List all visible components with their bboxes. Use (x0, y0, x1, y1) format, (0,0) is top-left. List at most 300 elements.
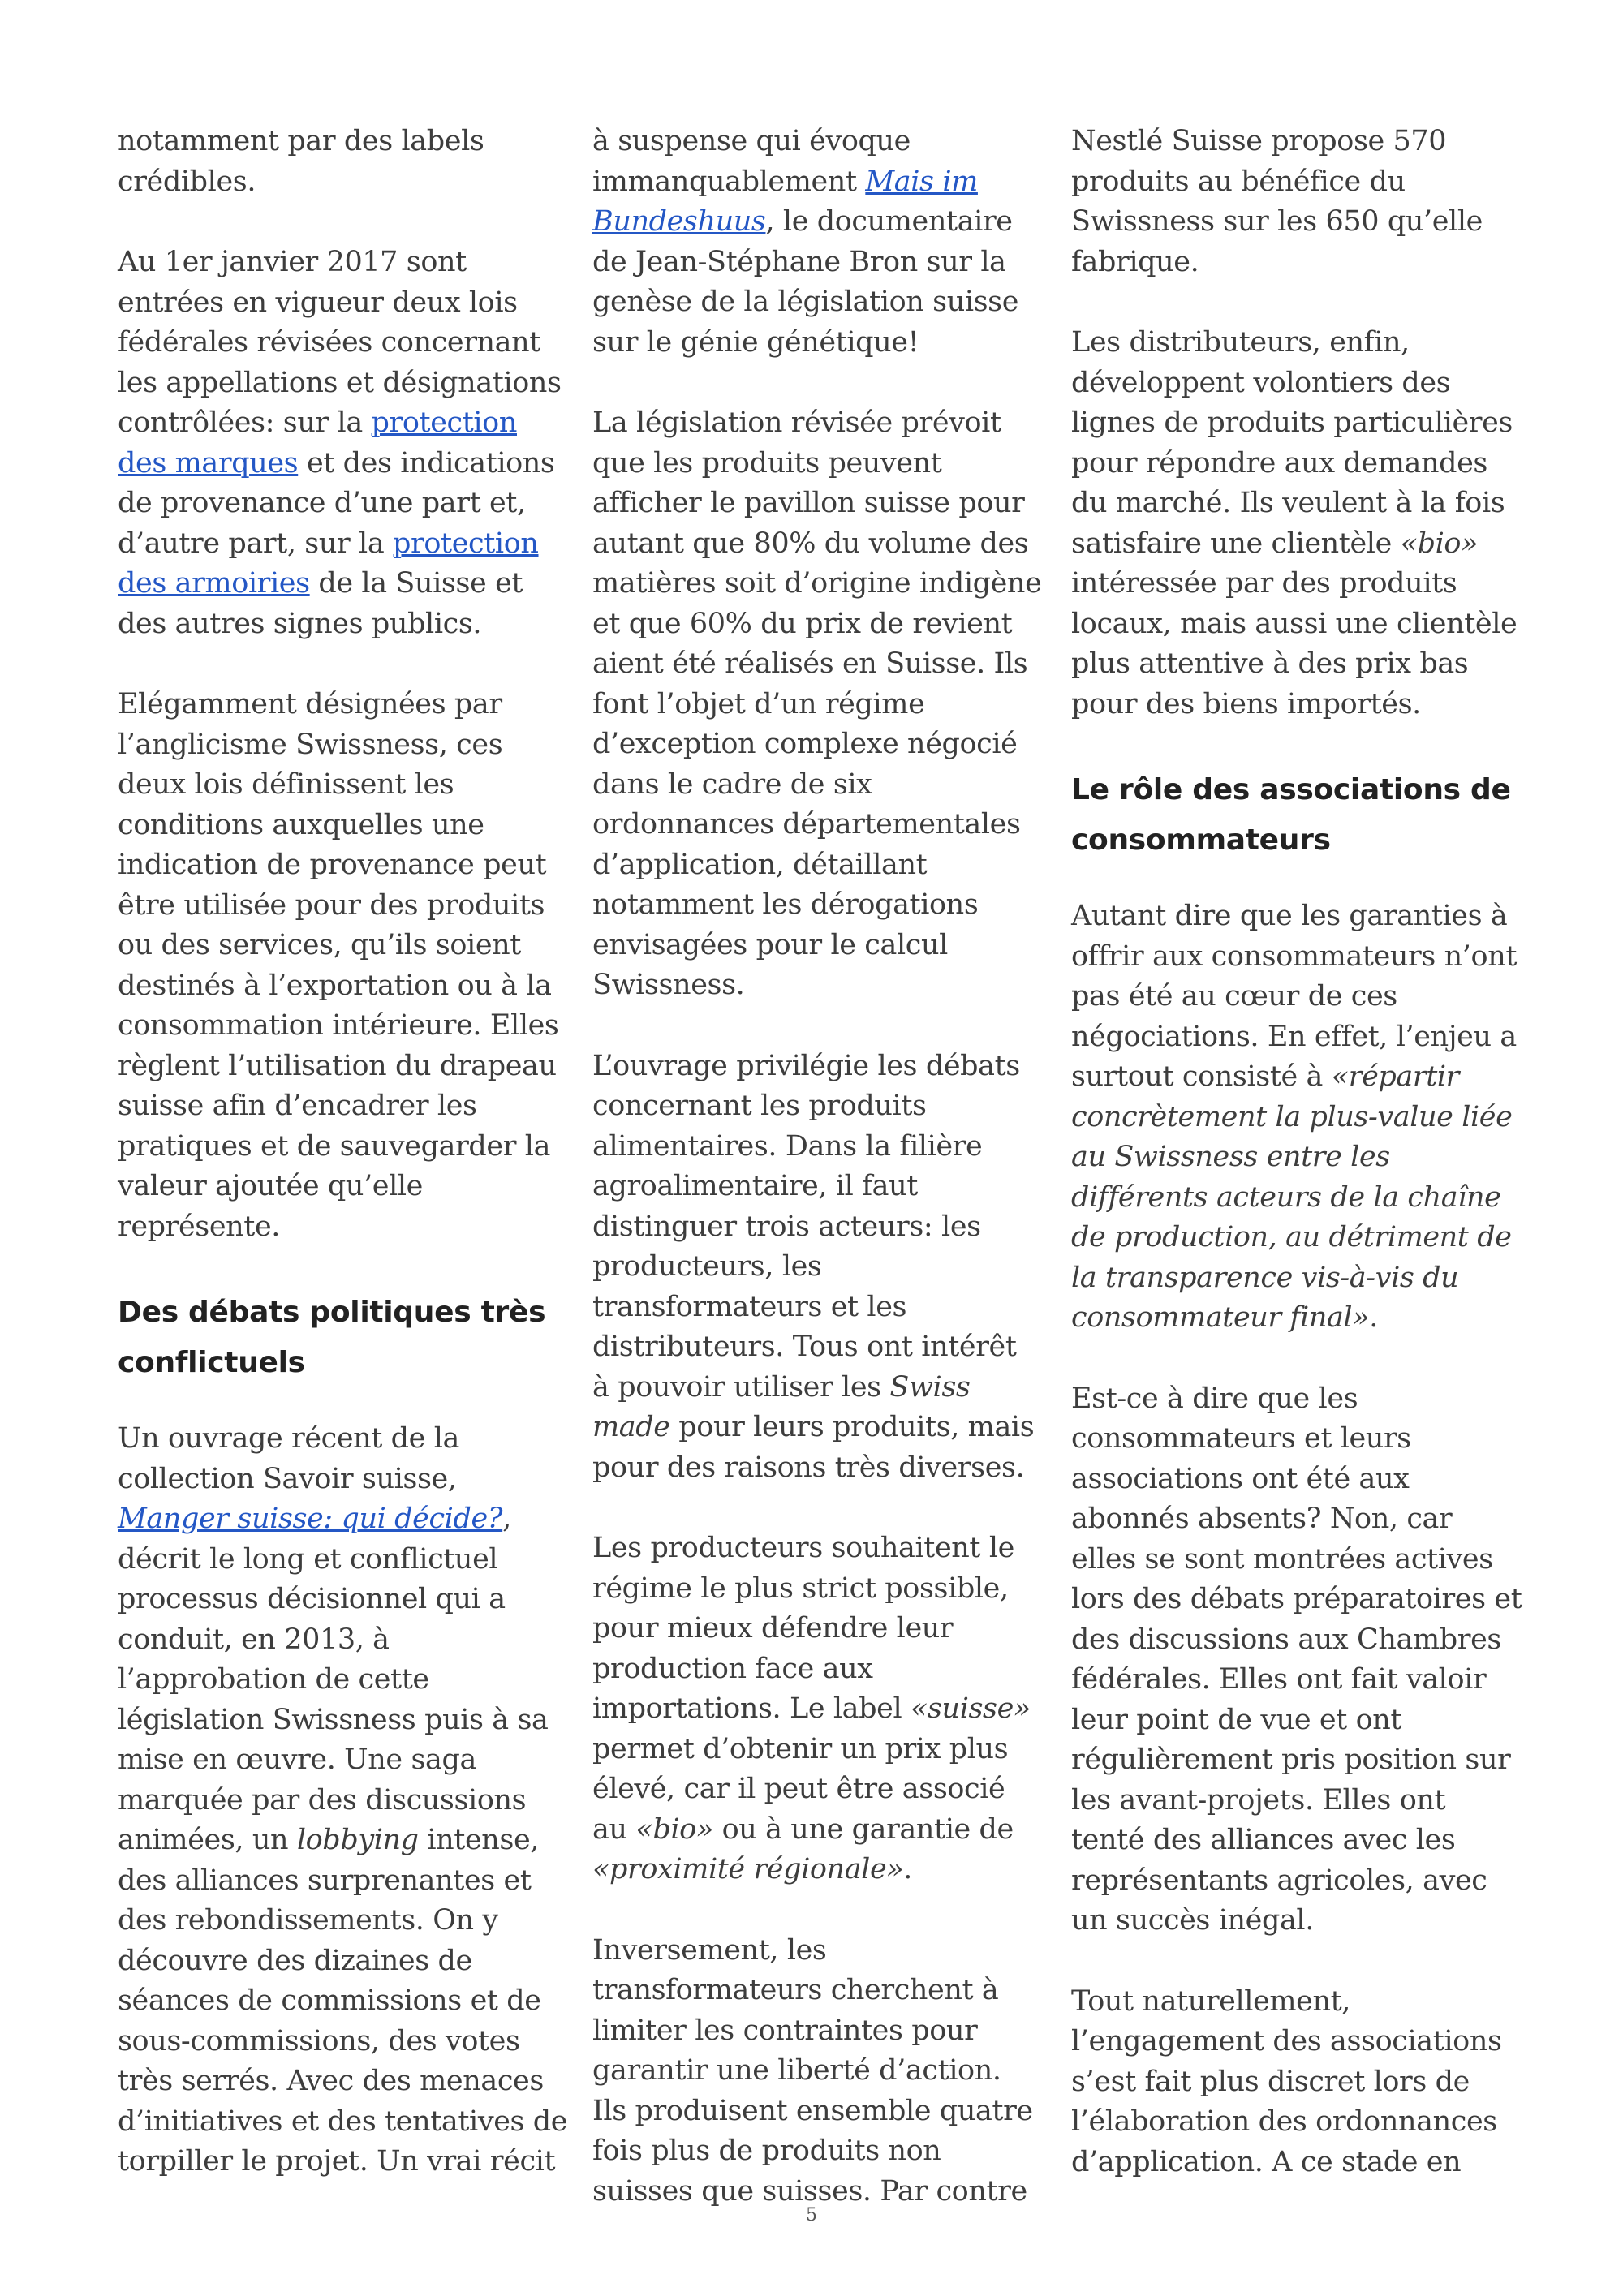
text-line (118, 363, 564, 404)
text-run: ordonnances départementales (592, 808, 1021, 841)
text-run: représente. (118, 1210, 281, 1243)
text-run: destinés à l’exportation ou à la (118, 969, 552, 1002)
text-run: offrir aux consommateurs n’ont (1071, 939, 1518, 973)
text-run: Inversement, les (592, 1933, 827, 1967)
text-line (592, 1931, 1047, 1971)
text-run: animées, un (118, 1824, 297, 1856)
text-line (118, 1580, 564, 1620)
text-line (1071, 1218, 1526, 1258)
text-run: Les producteurs souhaitent le (592, 1532, 1014, 1564)
text-run: distinguer trois acteurs: les (592, 1210, 981, 1243)
text-line (118, 243, 564, 283)
text-line (592, 1327, 1047, 1368)
text-run: importations. Le label (592, 1692, 911, 1725)
text-run: l’élaboration des ordonnances (1071, 2105, 1497, 2138)
text-run: entrées en vigueur deux lois (118, 286, 518, 319)
text-line (592, 2131, 1047, 2172)
text-run: de la Suisse et (309, 567, 523, 600)
text-line (118, 1047, 564, 1087)
italic-text: «proximité régionale» (592, 1853, 904, 1885)
inline-link[interactable]: Bundeshuus (592, 205, 766, 238)
text-run: associations ont été aux (1071, 1462, 1410, 1495)
text-line (118, 1460, 564, 1500)
text-line (592, 2051, 1047, 2092)
text-line (118, 1701, 564, 1741)
text-run: satisfaire une clientèle (1071, 527, 1401, 560)
italic-text: au Swissness entre les (1071, 1141, 1390, 1173)
text-run: agroalimentaire, il faut (592, 1170, 918, 1202)
paragraph (592, 403, 1047, 1006)
text-line (592, 724, 1047, 765)
text-run: intense, (418, 1824, 540, 1856)
text-run: régime le plus strict possible, (592, 1572, 1009, 1605)
text-line (1071, 644, 1526, 685)
text-run: L’ouvrage privilégie les débats (592, 1049, 1020, 1082)
text-run: dans le cadre de six (592, 767, 872, 801)
text-run: d’exception complexe négocié (592, 728, 1018, 760)
text-line (1071, 484, 1526, 524)
text-line (118, 845, 564, 886)
text-run: sous-commissions, des votes (118, 2024, 520, 2057)
text-run: Swissness. (592, 969, 745, 1001)
text-line (118, 2142, 564, 2182)
text-run: Est-ce à dire que les (1071, 1382, 1358, 1415)
text-line (118, 1540, 564, 1580)
text-run: indication de provenance peut (118, 849, 547, 881)
text-line (592, 162, 1047, 203)
text-line (592, 1730, 1047, 1770)
text-line (592, 282, 1047, 323)
text-line (118, 685, 564, 725)
text-run: processus décisionnel qui a (118, 1583, 506, 1615)
text-line (592, 926, 1047, 966)
text-line (592, 885, 1047, 926)
paragraph (1071, 122, 1526, 282)
inline-link[interactable]: Manger suisse: qui décide? (118, 1503, 503, 1535)
text-line (118, 1127, 564, 1167)
text-line (118, 765, 564, 806)
text-line (118, 484, 564, 524)
text-run: deux lois définissent les (118, 768, 454, 801)
text-line (592, 1167, 1047, 1207)
text-line (1071, 162, 1526, 203)
text-run: elles se sont montrées actives (1071, 1542, 1493, 1576)
text-run: envisagées pour le calcul (592, 928, 948, 961)
text-run: l’engagement des associations (1071, 2025, 1502, 2057)
text-run: régulièrement pris position sur (1071, 1743, 1511, 1776)
text-line (592, 965, 1047, 1006)
text-run: permet d’obtenir un prix plus (592, 1732, 1009, 1765)
text-run: Des débats politiques très (118, 1296, 546, 1329)
text-run: suisses que suisses. Par contre (592, 2174, 1027, 2208)
text-line (592, 644, 1047, 685)
italic-text: Swiss (889, 1370, 971, 1404)
text-run: notamment par des labels (118, 125, 484, 157)
text-run: tenté des alliances avec les (1071, 1824, 1456, 1856)
text-line (118, 1419, 564, 1460)
paragraph (118, 685, 564, 1247)
text-run: fédérales révisées concernant (118, 326, 540, 359)
text-run: un succès inégal. (1071, 1904, 1314, 1937)
text-run: locaux, mais aussi une clientèle (1071, 607, 1518, 640)
text-line (118, 1861, 564, 1902)
text-line (1071, 2102, 1526, 2143)
text-run: conduit, en 2013, à (118, 1623, 390, 1656)
text-line (118, 1941, 564, 1982)
text-line (1071, 977, 1526, 1017)
section-heading (118, 1288, 564, 1388)
paragraph (118, 1419, 568, 2182)
text-column-3 (1071, 122, 1526, 2223)
text-run: séances de commissions et de (118, 1984, 541, 2017)
text-run: . (903, 1853, 913, 1885)
text-line (118, 162, 564, 203)
text-line (592, 685, 1047, 725)
text-run: Tout naturellement, (1071, 1984, 1351, 2018)
text-run: genèse de la législation suisse (592, 286, 1019, 318)
text-run: ou des services, qu’ils soient (118, 929, 521, 961)
text-line (592, 1810, 1047, 1851)
text-line (118, 1207, 564, 1248)
text-line (1071, 1098, 1526, 1138)
text-line (1071, 1258, 1526, 1299)
inline-link[interactable]: des armoiries (118, 567, 310, 600)
text-line (592, 524, 1047, 565)
text-run: Autant dire que les garanties à (1071, 900, 1508, 932)
text-run: de provenance d’une part et, (118, 487, 526, 519)
text-run: suisse afin d’encadrer les (118, 1090, 477, 1122)
text-run: consommateurs (1071, 823, 1331, 857)
text-line (1071, 1901, 1526, 1941)
text-line (1071, 1057, 1526, 1098)
text-run: collection Savoir suisse, (118, 1462, 457, 1495)
text-line (1071, 2143, 1526, 2183)
text-run: des rebondissements. On y (118, 1904, 498, 1937)
text-line (118, 122, 564, 162)
text-run: Un ouvrage récent de la (118, 1422, 459, 1455)
text-run: crédibles. (118, 165, 256, 198)
italic-text: «suisse» (910, 1692, 1031, 1725)
text-line (592, 564, 1047, 604)
text-line (118, 604, 564, 645)
text-run: Nestlé Suisse propose 570 (1071, 125, 1447, 157)
text-run: d’autre part, sur la (118, 527, 394, 560)
text-line (118, 1901, 564, 1941)
text-line (1071, 1540, 1526, 1580)
text-line (592, 1408, 1047, 1448)
text-line (1071, 524, 1526, 565)
text-run: ou à une garantie de (712, 1812, 1014, 1846)
text-line (592, 323, 1047, 363)
text-line (1071, 1419, 1526, 1460)
text-run: transformateurs et les (592, 1290, 907, 1323)
text-run: être utilisée pour des produits (118, 888, 545, 922)
text-run: du marché. Ils veulent à la fois (1071, 487, 1505, 519)
text-line (592, 1207, 1047, 1248)
text-run: d’application. A ce stade en (1071, 2145, 1462, 2178)
text-line (1071, 403, 1526, 444)
text-line (1071, 1137, 1526, 1178)
text-run: pour des raisons très diverses. (592, 1451, 1025, 1484)
text-run: aient été réalisés en Suisse. Ils (592, 647, 1028, 680)
text-run: conditions auxquelles une (118, 808, 484, 841)
text-line (118, 2102, 568, 2143)
text-run: élevé, car il peut être associé (592, 1773, 1005, 1805)
text-run: concernant les produits (592, 1090, 927, 1122)
italic-text: différents acteurs de la chaîne (1071, 1180, 1501, 1214)
text-line (1071, 937, 1526, 978)
text-run: , le documentaire (765, 205, 1013, 238)
paragraph (592, 1047, 1047, 1489)
text-line (592, 1288, 1047, 1328)
text-run: production face aux (592, 1652, 873, 1685)
inline-link[interactable]: des marques (118, 446, 299, 479)
text-line (1071, 122, 1526, 162)
text-line (592, 2092, 1047, 2132)
text-run: Les distributeurs, enfin, (1071, 326, 1410, 359)
text-run: fédérales. Elles ont fait valoir (1071, 1663, 1487, 1696)
text-run: afficher le pavillon suisse pour (592, 487, 1025, 519)
text-run: des discussions aux Chambres (1071, 1623, 1501, 1656)
text-run: pour leurs produits, mais (669, 1411, 1035, 1443)
paragraph (592, 1931, 1047, 2212)
text-line (118, 403, 564, 444)
text-run: et des indications (298, 446, 555, 479)
text-line (1071, 564, 1526, 604)
text-line (1071, 896, 1526, 937)
text-run: marquée par des discussions (118, 1783, 527, 1817)
text-line (118, 1338, 564, 1388)
paragraph (118, 243, 564, 644)
paragraph (592, 1529, 1047, 1890)
text-run: autant que 80% du volume des (592, 527, 1029, 560)
text-line (1071, 1982, 1526, 2023)
text-line (592, 1609, 1047, 1649)
text-line (118, 886, 564, 927)
text-line (118, 1288, 564, 1338)
text-line (592, 1368, 1047, 1408)
text-line (592, 1689, 1047, 1730)
text-run: transformateurs cherchent à (592, 1974, 999, 2006)
text-run: développent volontiers des (1071, 366, 1451, 399)
text-run: Au 1er janvier 2017 sont (118, 246, 467, 278)
text-line (1071, 1660, 1526, 1701)
text-line (118, 564, 564, 604)
italic-text: «répartir (1331, 1060, 1459, 1093)
text-run: Elégamment désignées par (118, 688, 502, 720)
text-line (118, 1620, 564, 1661)
text-run: pour mieux défendre leur (592, 1612, 954, 1645)
text-run: découvre des dizaines de (118, 1944, 472, 1977)
paragraph (118, 122, 564, 202)
text-line (592, 122, 1047, 162)
text-run: règlent l’utilisation du drapeau (118, 1049, 557, 1082)
text-line (118, 323, 564, 363)
text-line (592, 403, 1047, 444)
text-line (1071, 1499, 1526, 1540)
paragraph (1071, 1982, 1526, 2183)
text-line (118, 725, 564, 766)
text-line (592, 1127, 1047, 1167)
text-line (1071, 765, 1526, 815)
section-heading (1071, 765, 1526, 866)
text-run: décrit le long et conflictuel (118, 1542, 498, 1576)
text-line (1071, 2062, 1526, 2103)
text-line (118, 926, 564, 966)
italic-text: consommateur final» (1071, 1301, 1370, 1334)
text-line (592, 1247, 1047, 1288)
inline-link[interactable]: protection (393, 527, 539, 560)
text-line (592, 1649, 1047, 1690)
text-line (118, 1006, 564, 1047)
text-run: immanquablement (592, 165, 866, 198)
text-line (592, 484, 1047, 524)
text-line (1071, 243, 1526, 283)
text-line (1071, 444, 1526, 484)
italic-text: la transparence vis-à-vis du (1071, 1261, 1459, 1294)
text-run: mise en œuvre. Une saga (118, 1743, 476, 1776)
text-line (1071, 1580, 1526, 1620)
text-line (592, 604, 1047, 645)
text-run: producteurs, les (592, 1250, 822, 1283)
text-line (592, 1086, 1047, 1127)
inline-link[interactable]: Mais im (865, 165, 978, 198)
text-line (592, 765, 1047, 806)
text-run: Le rôle des associations de (1071, 773, 1511, 806)
paragraph (1071, 896, 1526, 1339)
text-run: au (592, 1812, 636, 1846)
text-line (118, 1740, 564, 1781)
text-run: pas été au cœur de ces (1071, 980, 1397, 1013)
text-line (118, 966, 564, 1007)
text-line (592, 1769, 1047, 1810)
paragraph (1071, 1379, 1526, 1941)
paragraph (592, 122, 1047, 363)
text-line (592, 1047, 1047, 1087)
text-line (118, 1821, 564, 1861)
text-line (118, 1499, 564, 1540)
text-line (592, 444, 1047, 484)
text-run: matières soit d’origine indigène (592, 567, 1042, 600)
text-line (592, 243, 1047, 283)
italic-text: «bio» (635, 1812, 713, 1846)
text-run: conflictuels (118, 1346, 305, 1379)
text-line (118, 2022, 564, 2062)
text-run: que les produits peuvent (592, 446, 942, 479)
text-run: s’est fait plus discret lors de (1071, 2065, 1470, 2098)
text-line (1071, 1379, 1526, 1420)
text-line (118, 1086, 564, 1127)
text-line (592, 1850, 1047, 1890)
text-run: à pouvoir utiliser les (592, 1370, 890, 1404)
text-run: très serrés. Avec des menaces (118, 2065, 544, 2097)
text-run: consommateurs et leurs (1071, 1422, 1411, 1455)
text-line (592, 805, 1047, 845)
text-line (1071, 2022, 1526, 2062)
text-run: fois plus de produits non (592, 2135, 941, 2167)
text-line (1071, 1620, 1526, 1661)
text-run: abonnés absents? Non, car (1071, 1503, 1453, 1535)
text-run: et que 60% du prix de revient (592, 607, 1013, 640)
text-run: leur point de vue et ont (1071, 1703, 1402, 1736)
text-run: l’anglicisme Swissness, ces (118, 728, 503, 761)
text-run: font l’objet d’un régime (592, 687, 925, 720)
text-line (118, 444, 564, 484)
text-line (1071, 1298, 1526, 1339)
text-run: d’application, détaillant (592, 848, 928, 881)
text-run: , (502, 1503, 511, 1535)
text-line (1071, 815, 1526, 866)
text-run: La législation révisée prévoit (592, 406, 1001, 439)
text-run: produits au bénéfice du (1071, 165, 1406, 198)
text-run: lors des débats préparatoires et (1071, 1583, 1522, 1615)
text-line (592, 1971, 1047, 2011)
text-line (1071, 1701, 1526, 1741)
text-run: des alliances surprenantes et (118, 1864, 532, 1897)
text-run: consommation intérieure. Elles (118, 1009, 559, 1042)
text-run: les appellations et désignations (118, 366, 562, 399)
italic-text: «bio» (1400, 527, 1479, 560)
text-line (118, 524, 564, 565)
text-run: d’initiatives et des tentatives de (118, 2105, 568, 2138)
text-line (1071, 363, 1526, 404)
text-line (1071, 1017, 1526, 1058)
text-run: à suspense qui évoque (592, 125, 911, 157)
text-run: pratiques et de sauvegarder la (118, 1129, 551, 1163)
text-run: les avant-projets. Elles ont (1071, 1783, 1446, 1817)
text-run: pour répondre aux demandes (1071, 446, 1487, 479)
text-line (1071, 1178, 1526, 1219)
text-run: Ils produisent ensemble quatre (592, 2094, 1033, 2127)
italic-text: made (592, 1411, 670, 1443)
text-line (592, 1529, 1047, 1569)
text-column-1 (118, 122, 568, 2223)
italic-text: lobbying (296, 1824, 419, 1856)
text-run: législation Swissness puis à sa (118, 1703, 549, 1736)
text-line (592, 2011, 1047, 2052)
text-column-2 (592, 122, 1047, 2252)
text-line (592, 1569, 1047, 1610)
text-line (118, 1781, 564, 1821)
text-line (1071, 604, 1526, 645)
text-run: limiter les contraintes pour (592, 2014, 978, 2047)
text-line (118, 806, 564, 846)
text-line (1071, 1460, 1526, 1500)
text-run: lignes de produits particulières (1071, 406, 1513, 439)
text-line (118, 1660, 564, 1701)
text-run: valeur ajoutée qu’elle (118, 1170, 423, 1202)
text-line (118, 283, 564, 324)
text-line (1071, 1781, 1526, 1821)
text-run: surtout consisté à (1071, 1060, 1332, 1093)
text-line (118, 1167, 564, 1207)
text-run: notamment les dérogations (592, 888, 979, 921)
text-run: représentants agricoles, avec (1071, 1864, 1487, 1897)
text-line (118, 2062, 564, 2102)
inline-link[interactable]: protection (371, 406, 517, 439)
text-run: sur le génie génétique! (592, 325, 919, 359)
text-line (592, 845, 1047, 886)
text-run: l’approbation de cette (118, 1663, 429, 1696)
text-line (592, 202, 1047, 243)
text-line (118, 1981, 564, 2022)
text-run: torpiller le projet. Un vrai récit (118, 2145, 556, 2178)
text-run: contrôlées: sur la (118, 406, 372, 439)
text-run: des autres signes publics. (118, 607, 482, 640)
text-run: alimentaires. Dans la filière (592, 1129, 983, 1163)
text-run: négociations. En effet, l’enjeu a (1071, 1020, 1517, 1053)
text-line (592, 1448, 1047, 1489)
